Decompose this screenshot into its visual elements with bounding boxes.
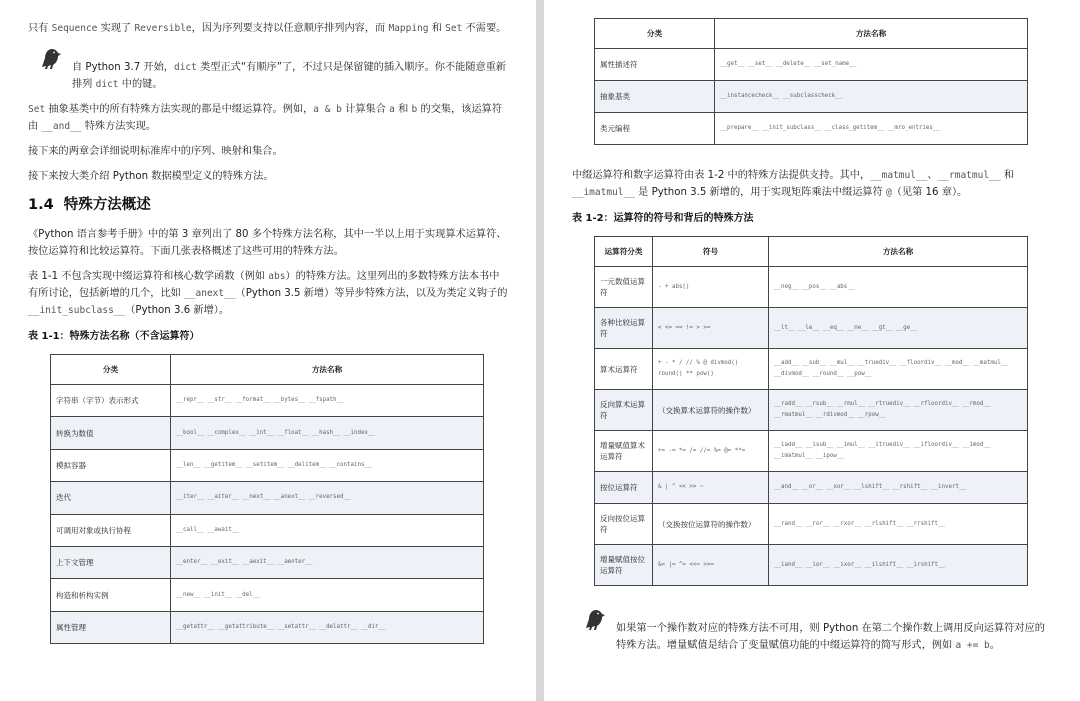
methods-cell: __enter__ __exit__ __aexit__ __aenter__ [171, 546, 484, 578]
table-row [595, 349, 1028, 390]
table-row [51, 482, 484, 514]
category-cell: 一元数值运算符 [595, 267, 653, 308]
category-cell: 按位运算符 [595, 472, 653, 504]
table-row [595, 49, 1028, 81]
section-heading: 1.4 特殊方法概述 [28, 197, 151, 213]
table-row [51, 579, 484, 611]
table-row [51, 546, 484, 578]
inline-code: Mapping [388, 23, 429, 34]
paragraph: 接下来的两章会详细说明标准库中的序列、映射和集合。 [28, 146, 283, 157]
methods-cell: __iadd__ __isub__ __imul__ __itruediv__ __ifloordiv__ __imod__ __imatmul__ __ipow__ [769, 431, 1028, 472]
paragraph: Set 抽象基类中的所有特殊方法实现的都是中缀运算符。例如，a & b 计算集合 a 和 b 的交集，该运算符由 __and__ 特殊方法实现。 [28, 104, 503, 132]
table-row [595, 504, 1028, 545]
category-cell: 构造和析构实例 [51, 579, 171, 611]
inline-code: b [411, 104, 418, 115]
inline-code: Set [445, 23, 463, 34]
table-row [595, 113, 1028, 145]
symbols-cell: += -= *= /= //= %= @= **= [653, 431, 769, 472]
symbols-cell: + - * / // % @ divmod() round() ** pow() [653, 349, 769, 390]
column-header: 分类 [51, 355, 171, 385]
table-row [595, 267, 1028, 308]
column-header: 方法名称 [769, 237, 1028, 267]
table-header-row [595, 237, 1028, 267]
table-row [595, 431, 1028, 472]
category-cell: 迭代 [51, 482, 171, 514]
table-row [51, 449, 484, 481]
paragraph: 《Python 语言参考手册》中的第 3 章列出了 80 多个特殊方法名称，其中一半以上用于实现算术运算符、按位运算符和比较运算符。下面几张表格概述了这些可用的特殊方法。 [28, 229, 507, 257]
inline-code: __anext__ [184, 288, 236, 299]
methods-cell: __len__ __getitem__ __setitem__ __delitem__ __contains__ [171, 449, 484, 481]
category-cell: 反向算术运算符 [595, 390, 653, 431]
category-cell: 算术运算符 [595, 349, 653, 390]
category-cell: 可调用对象或执行协程 [51, 514, 171, 546]
category-cell: 字符串（字节）表示形式 [51, 385, 171, 417]
table-row [595, 545, 1028, 586]
inline-code: a [389, 104, 395, 115]
category-cell: 增量赋值算术运算符 [595, 431, 653, 472]
inline-code: dict [95, 79, 119, 90]
methods-cell: __lt__ __le__ __eq__ __ne__ __gt__ __ge__ [769, 308, 1028, 349]
note-text: 自 Python 3.7 开始，dict 类型正式“有顺序”了，不过只是保留键的插入顺序。你不能随意重新排列 dict 中的键。 [72, 62, 507, 90]
note-block [572, 606, 1050, 654]
inline-code: abs [268, 271, 286, 282]
paragraph: 只有 Sequence 实现了 Reversible，因为序列要支持以任意顺序排列内容，而 Mapping 和 Set 不需要。 [28, 23, 507, 34]
paragraph: 接下来按大类介绍 Python 数据模型定义的特殊方法。 [28, 171, 274, 182]
category-cell: 各种比较运算符 [595, 308, 653, 349]
inline-code: __init_subclass__ [28, 305, 126, 316]
category-cell: 反向按位运算符 [595, 504, 653, 545]
category-cell: 转换为数值 [51, 417, 171, 449]
operator-methods-table [594, 236, 1028, 586]
methods-cell: __iand__ __ior__ __ixor__ __ilshift__ __irshift__ [769, 545, 1028, 586]
methods-cell: __getattr__ __getattribute__ __setattr__ __delattr__ __dir__ [171, 611, 484, 643]
inline-code: __matmul__ [870, 170, 928, 181]
paragraph: 表 1-1 不包含实现中缀运算符和核心数学函数（例如 abs）的特殊方法。这里列出的多数特殊方法本书中有所讨论，包括新增的几个，比如 __anext__（Python 3.5 新增）等异步特殊方法，以及为类定义钩子的 __init_subclass__（Python 3.6 新增）。 [28, 271, 508, 316]
methods-cell: __iter__ __aiter__ __next__ __anext__ __reversed__ [171, 482, 484, 514]
methods-cell: __add__ __sub__ __mul__ __truediv__ __floordiv__ __mod__ __matmul__ __divmod__ __round__ __pow__ [769, 349, 1028, 390]
special-methods-table [50, 354, 484, 644]
symbols-cell: （交换按位运算符的操作数） [653, 504, 769, 545]
column-header: 分类 [595, 19, 715, 49]
category-cell: 抽象基类 [595, 81, 715, 113]
column-header: 方法名称 [171, 355, 484, 385]
table-row [595, 472, 1028, 504]
methods-cell: __new__ __init__ __del__ [171, 579, 484, 611]
inline-code: Set [28, 104, 46, 115]
methods-cell: __bool__ __complex__ __int__ __float__ __hash__ __index__ [171, 417, 484, 449]
table-header-row [595, 19, 1028, 49]
inline-code: __imatmul__ [572, 187, 635, 198]
methods-cell: __repr__ __str__ __format__ __bytes__ __fspath__ [171, 385, 484, 417]
methods-cell: __call__ __await__ [171, 514, 484, 546]
methods-cell: __and__ __or__ __xor__ __lshift__ __rshift__ __invert__ [769, 472, 1028, 504]
methods-cell: __get__ __set__ __delete__ __set_name__ [715, 49, 1028, 81]
table-row [595, 308, 1028, 349]
inline-code: __and__ [41, 121, 82, 132]
methods-cell: __prepare__ __init_subclass__ __class_getitem__ __mro_entries__ [715, 113, 1028, 145]
symbols-cell: &= |= ^= <<= >>= [653, 545, 769, 586]
note-block [28, 45, 508, 93]
column-header: 符号 [653, 237, 769, 267]
category-cell: 属性描述符 [595, 49, 715, 81]
category-cell: 模拟容器 [51, 449, 171, 481]
table-caption: 表 1-2：运算符的符号和背后的特殊方法 [572, 213, 754, 224]
column-header: 运算符分类 [595, 237, 653, 267]
symbols-cell: - + abs() [653, 267, 769, 308]
table-row [51, 611, 484, 643]
category-cell: 上下文管理 [51, 546, 171, 578]
category-cell: 类元编程 [595, 113, 715, 145]
inline-code: Reversible [134, 23, 192, 34]
inline-code: dict [173, 62, 197, 73]
crow-icon [36, 45, 62, 71]
symbols-cell: & | ^ << >> ~ [653, 472, 769, 504]
table-header-row [51, 355, 484, 385]
symbols-cell: < <= == != > >= [653, 308, 769, 349]
crow-icon [580, 606, 606, 632]
right-page [544, 0, 1080, 701]
methods-cell: __rand__ __ror__ __rxor__ __rlshift__ __rrshift__ [769, 504, 1028, 545]
inline-code: a += b [955, 640, 990, 651]
table-row [595, 390, 1028, 431]
methods-cell: __instancecheck__ __subclasscheck__ [715, 81, 1028, 113]
table-row [51, 417, 484, 449]
paragraph: 中缀运算符和数字运算符由表 1-2 中的特殊方法提供支持。其中，__matmul__、__rmatmul__ 和 __imatmul__ 是 Python 3.5 新增的，用于实现矩阵乘法中缀运算符 @（见第 16 章）。 [572, 170, 1014, 198]
methods-cell: __radd__ __rsub__ __rmul__ __rtruediv__ __rfloordiv__ __rmod__ __rmatmul__ __rdivmod__ __rpow__ [769, 390, 1028, 431]
methods-cell: __neg__ __pos__ __abs__ [769, 267, 1028, 308]
table-row [51, 514, 484, 546]
inline-code: __rmatmul__ [937, 170, 1001, 181]
inline-code: Sequence [51, 23, 98, 34]
special-methods-table-continued [594, 18, 1028, 145]
inline-code: a & b [313, 104, 342, 115]
category-cell: 属性管理 [51, 611, 171, 643]
table-caption: 表 1-1：特殊方法名称（不含运算符） [28, 331, 200, 342]
symbols-cell: （交换算术运算符的操作数） [653, 390, 769, 431]
inline-code: @ [886, 187, 892, 198]
left-page [0, 0, 536, 701]
category-cell: 增量赋值按位运算符 [595, 545, 653, 586]
note-text: 如果第一个操作数对应的特殊方法不可用，则 Python 在第二个操作数上调用反向运算符对应的特殊方法。增量赋值是结合了变量赋值功能的中缀运算符的简写形式，例如 a += b。 [616, 623, 1045, 651]
column-header: 方法名称 [715, 19, 1028, 49]
table-row [595, 81, 1028, 113]
table-row [51, 385, 484, 417]
